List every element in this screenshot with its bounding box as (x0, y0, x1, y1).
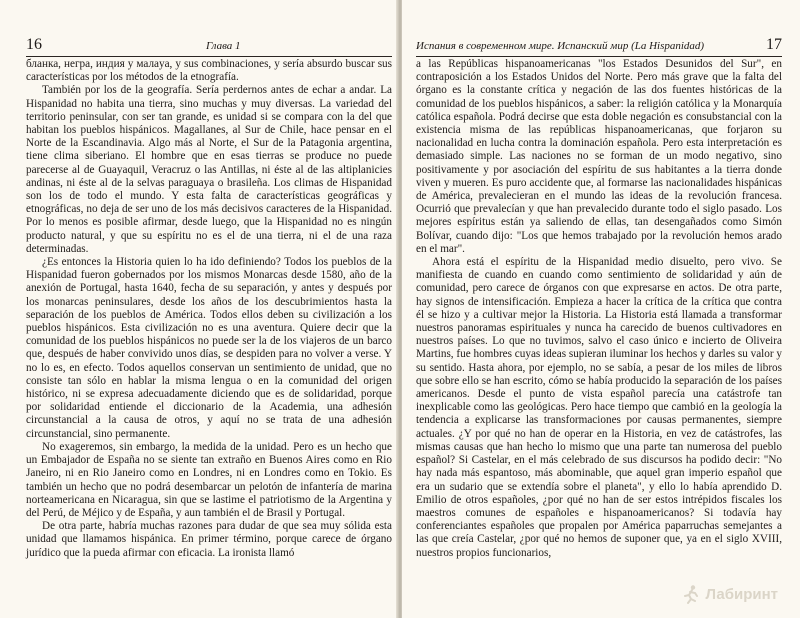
right-page-text (416, 58, 782, 560)
watermark-text: Лабиринт (705, 585, 778, 603)
left-page (0, 0, 398, 618)
left-page-header (26, 34, 392, 57)
left-page-number: 16 (26, 36, 42, 53)
paragraph: De otra parte, habría muchas razones para dudar de que sea muy sólida esta unidad que llamamos hispánica. En primer término, porque carece de órgano jurídico que la pueda afirmar con eficacia. La ironista llamó (26, 520, 392, 559)
paragraph: No exageremos, sin embargo, la medida de la unidad. Pero es un hecho que un Embajador de España no se siente tan extraño en Buenos Aires como en Rio Janeiro, ni en Rio Janeiro como en Londres, ni en Londres como en Tokio. Es también un hecho que no podrá desembarcar un pelotón de infantería de marina norteamericana en Nicaragua, sin que se lastime el patriotismo de la Argentina y del Perú, de Méjico y de España, y aun también el de Brasil y Portugal. (26, 440, 392, 519)
paragraph: También por los de la geografía. Sería perdernos antes de echar a andar. La Hispanidad no habita una tierra, sino muchas y muy diversas. La variedad del territorio peninsular, con ser tan grande, es unidad si se compara con la del que habitan los pueblos hispánicos. Magallanes, al Sur de Chile, hace pensar en el Norte de la Escandinavia. Algo más al Norte, el Sur de la Patagonia argentina, tiene clima siberiano. El hombre que en esas tierras se produce no puede parecerse al de Guayaquil, Veracruz o las Antillas, ni éste al de las altiplanicies andinas, ni éste al de la selvas paraguaya o brasileña. Los climas de Hispanidad son los de todo el mundo. Y esta falta de características geográficas y etnográficas, no deja de ser uno de los más decisivos caracteres de la Hispanidad. Por lo menos es posible afirmar, desde luego, que la Hispanidad no es ningún producto natural, y que su espíritu no es el de una tierra, ni el de una raza determinadas. (26, 84, 392, 255)
right-page-number: 17 (766, 36, 782, 53)
labirint-watermark (681, 584, 778, 604)
paragraph: ¿Es entonces la Historia quien lo ha ido definiendo? Todos los pueblos de la Hispanidad fueron gobernados por los mismos Monarcas desde 1580, año de la anexión de Portugal, hasta 1640, fecha de su separación, y antes y después por los monarcas peninsulares, desde los años de los descubrimientos hasta la separación de los pueblos de América. Todos ellos deben su civilización a los pueblos hispánicos. Esta civilización no es una aventura. Quiere decir que la comunidad de los pueblos hispánicos no puede ser la de los viajeros de un barco que, después de haber convivido unos días, se despiden para no volver a verse. Y no lo es, en efecto. Todos aquellos conservan un sentimiento de unidad, que no consiste tan sólo en hablar la misma lengua o en la comunidad del origen histórico, ni se expresa adecuadamente diciendo que es de solidaridad, porque por solidaridad entiende el diccionario de la Academia, una adhesión circunstancial a la causa de otros, y aquí no se trata de una adhesión circunstancial, sino permanente. (26, 256, 392, 440)
paragraph: a las Repúblicas hispanoamericanas "los Estados Desunidos del Sur", en contraposición a los Estados Unidos del Norte. Pero más grave que la falta del órgano es la constante crítica y negación de las dos fuentes históricas de la comunidad de los pueblos hispánicos, a saber: la religión católica y la Monarquía católica española. Podrá decirse que esta doble negación es consubstancial con la existencia misma de las repúblicas hispanoamericanas, que forjaron su nacionalidad en lucha contra la dominación española. Pero esta interpretación es demasiado simple. Las naciones no se forman de un modo negativo, sino positivamente y por asociación del espíritu de sus habitantes a la tierra donde viven y mueren. Es puro accidente que, al formarse las nacionalidades hispánicas de América, prevalecieran en el mundo las ideas de la revolución francesa. Ocurrió que prevalecían y que han prevalecido durante todo el siglo pasado. Los mejores espíritus están ya saliendo de ellas, tan desengañados como Simón Bolívar, cuando dijo: "Los que hemos trabajado por la revolución hemos arado en el mar". (416, 58, 782, 255)
left-running-head: Глава 1 (206, 40, 241, 52)
left-page-text (26, 58, 392, 560)
running-figure-icon (681, 584, 701, 604)
right-page (402, 0, 800, 618)
right-page-header (416, 34, 782, 57)
paragraph: Ahora está el espíritu de la Hispanidad medio disuelto, pero vivo. Se manifiesta de cuando en cuando como sentimiento de solidaridad y aún de comunidad, pero carece de órganos con que expresarse en actos. De otra parte, hay signos de intensificación. Empieza a hacer la crítica de la crítica que contra él se hizo y a cultivar mejor la Historia. La Historia está llamada a transformar nuestros panoramas espirituales y nunca ha carecido de buenos cultivadores en nuestros países. Lo que no tuvimos, salvo el caso único e incierto de Oliveira Martins, fue hombres cuyas ideas supieran iluminar los hechos y darles su valor y su sentido. Hasta ahora, por ejemplo, no se sabía, a pesar de los miles de libros que sobre ello se han escrito, cómo se había producido la separación de los países americanos. Desde el punto de vista español parecía una catástrofe tan inexplicable como las geológicas. Pero hace tiempo que cambió en la geología la tendencia a explicarse las transformaciones por causas permanentes, siempre actuales. ¿Y por qué no han de operar en la Historia, en vez de catástrofes, las mismas causas que han hecho lo mismo que una parte tan numerosa del pueblo español? Si Castelar, en el más celebrado de sus discursos ha podido decir: "No hay nada más espantoso, más abominable, que aquel gran imperio español que era un sudario que se extendía sobre el planeta", y ello lo había aprendido D. Emilio de otros españoles, ¿por qué no han de ser estos intrépidos fiscales los maestros comunes de españoles e hispanoamericanos? Si todavía hay conferenciantes españoles que propalen por América paparruchas semejantes a las que creía Castelar, ¿por qué no hemos de suponer que, ya en el siglo XVIII, nuestros propios funcionarios, (416, 256, 782, 559)
paragraph: бланка, негра, индия у малaya, y sus combinaciones, y sería absurdo buscar sus características por los métodos de la etnografía. (26, 58, 392, 84)
right-running-head: Испания в современном мире. Испанский мир (La Hispanidad) (416, 40, 705, 52)
